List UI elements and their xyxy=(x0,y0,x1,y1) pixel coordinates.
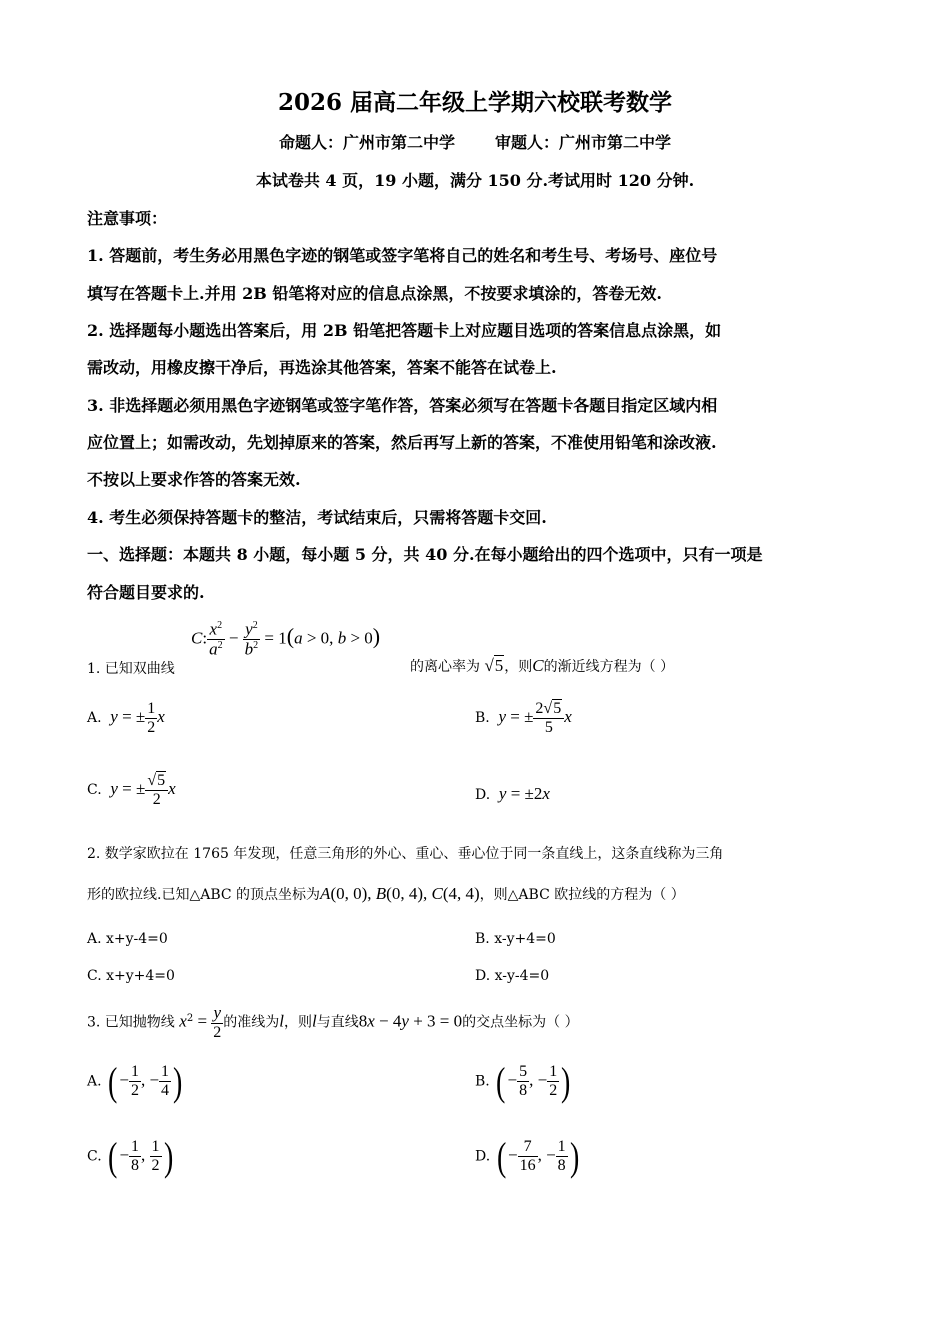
q1-mid: 的离心率为 xyxy=(410,659,480,675)
reviewer-label: 审题人：广州市第二中学 xyxy=(495,133,672,152)
note-line: 需改动，用橡皮擦干净后，再选涂其他答案，答案不能答在试卷上. xyxy=(87,358,557,377)
section-heading: 一、选择题：本题共 8 小题，每小题 5 分，共 40 分.在每小题给出的四个选项中，只有一项是 xyxy=(87,545,763,564)
note-line: 应位置上；如需改动，先划掉原来的答案，然后再写上新的答案，不准使用铅笔和涂改液. xyxy=(87,433,717,452)
q2-line2: 形的欧拉线.已知△ABC 的顶点坐标为A(0, 0), B(0, 4), C(4, 4)，则△ABC 欧拉线的方程为（ ） xyxy=(87,884,685,903)
q3-option-d[interactable]: D. ( − $\frac{7}{16}$ , − $\frac{1}{8}$ ) xyxy=(475,1134,579,1179)
q3-option-b[interactable]: B. ( − $\frac{5}{8}$ , − $\frac{1}{2}$ ) xyxy=(475,1059,571,1104)
q2-option-c[interactable]: C. x+y+4=0 xyxy=(87,968,175,984)
note-line: 填写在答题卡上.并用 2B 铅笔将对应的信息点涂黑，不按要求填涂的，答卷无效. xyxy=(87,284,662,303)
q1-suffix: 的渐近线方程为（ ） xyxy=(543,659,675,675)
q1-option-c[interactable]: C. y = ± $\frac{√5}{2}$ x xyxy=(87,772,176,808)
q3-stem: 3. 已知抛物线 $x^2$ = $\frac{y}{2}$ 的准线为l，则l与直线8x − 4y + 3 = 0的交点坐标为（ ） xyxy=(87,1003,579,1041)
q2-line1: 2. 数学家欧拉在 1765 年发现，任意三角形的外心、重心、垂心位于同一条直线上，这条直线称为三角 xyxy=(87,846,724,862)
note-line: 3. 非选择题必须用黑色字迹钢笔或签字笔作答，答案必须写在答题卡各题目指定区域内相 xyxy=(87,396,718,415)
q2-option-b[interactable]: B. x-y+4=0 xyxy=(475,931,556,947)
q1-mid2: ，则 xyxy=(504,659,533,675)
q1-option-a[interactable]: A. y = ± $\frac{1}{2}$ x xyxy=(87,700,165,736)
hyperbola-equation: C: $\frac{x^2}{a^2}$ − $\frac{y^2}{b^2}$ = 1(a > 0, b > 0) xyxy=(191,619,381,659)
q1-rest: 的离心率为 √5，则C的渐近线方程为（ ） xyxy=(410,656,675,675)
section-heading-cont: 符合题目要求的. xyxy=(87,583,205,602)
q1-option-d[interactable]: D. y = ±2x xyxy=(475,784,550,803)
exam-info: 本试卷共 4 页，19 小题，满分 150 分.考试用时 120 分钟. xyxy=(255,171,695,190)
note-line: 不按以上要求作答的答案无效. xyxy=(87,470,301,489)
sqrt5: √5 xyxy=(484,656,504,675)
author-line xyxy=(0,130,950,153)
note-line: 1. 答题前，考生务必用黑色字迹的钢笔或签字笔将自己的姓名和考生号、考场号、座位号 xyxy=(87,246,718,265)
q1-option-b[interactable]: B. y = ± $\frac{2√5}{5}$ x xyxy=(475,700,572,736)
author-label: 命题人：广州市第二中学 xyxy=(278,133,455,152)
notes-heading: 注意事项： xyxy=(87,209,168,228)
exam-title: 2026 届高二年级上学期六校联考数学 xyxy=(277,89,673,116)
q2-option-a[interactable]: A. x+y-4=0 xyxy=(87,931,168,947)
note-line: 4. 考生必须保持答题卡的整洁，考试结束后，只需将答题卡交回. xyxy=(87,508,547,527)
q1-prefix: 1. 已知双曲线 xyxy=(87,661,175,677)
note-line: 2. 选择题每小题选出答案后，用 2B 铅笔把答题卡上对应题目选项的答案信息点涂黑，如 xyxy=(87,321,722,340)
q3-option-a[interactable]: A. ( − $\frac{1}{2}$ , − $\frac{1}{4}$ ) xyxy=(87,1059,183,1104)
q3-option-c[interactable]: C. ( − $\frac{1}{8}$ , $\frac{1}{2}$ ) xyxy=(87,1134,173,1179)
q2-option-d[interactable]: D. x-y-4=0 xyxy=(475,968,550,984)
